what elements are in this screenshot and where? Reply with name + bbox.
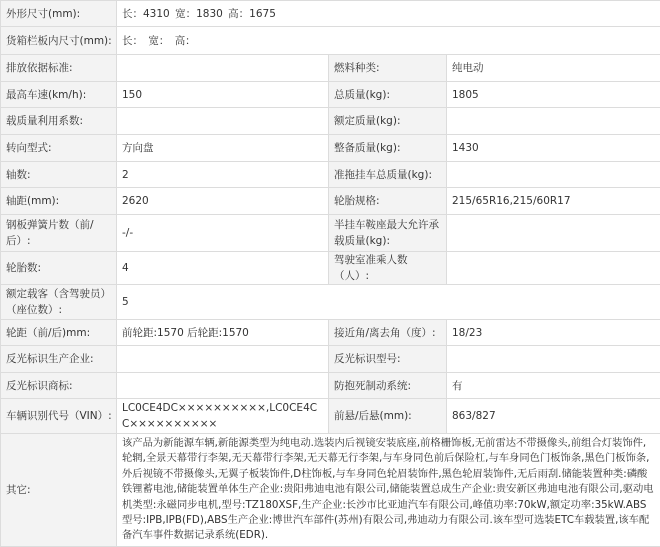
value-saddle-load [447, 215, 660, 252]
length-label: 长： [122, 8, 143, 20]
spec-row [1, 108, 660, 135]
spec-row [1, 162, 660, 188]
value-track-width: 前轮距:1570 后轮距:1570 [117, 320, 329, 346]
value-leaf-springs: -/- [117, 215, 329, 252]
label-fuel-type: 燃料种类: [329, 55, 447, 82]
value-curb-mass: 1430 [447, 135, 660, 162]
label-outer-dimensions: 外形尺寸(mm): [1, 1, 117, 27]
spec-row [1, 215, 660, 252]
value-wheelbase: 2620 [117, 188, 329, 215]
label-total-mass: 总质量(kg): [329, 82, 447, 108]
spec-row [1, 82, 660, 108]
length-value: 4310 [143, 8, 170, 20]
value-tire-count: 4 [117, 252, 329, 285]
spec-row [1, 188, 660, 215]
cargo-width-label: 宽： [148, 35, 169, 47]
label-reflective-model: 反光标识型号: [329, 346, 447, 373]
label-rated-mass: 额定质量(kg): [329, 108, 447, 135]
label-steering-type: 转向型式: [1, 135, 117, 162]
label-other: 其它: [1, 434, 117, 547]
label-cargo-dimensions: 货箱栏板内尺寸(mm): [1, 27, 117, 55]
label-load-utilization: 载质量利用系数: [1, 108, 117, 135]
label-overhang: 前悬/后悬(mm): [329, 399, 447, 434]
value-steering-type: 方向盘 [117, 135, 329, 162]
label-leaf-springs: 钢板弹簧片数（前/后）: [1, 215, 117, 252]
width-value: 1830 [196, 8, 223, 20]
row-rated-passengers [1, 285, 660, 320]
height-label: 高： [228, 8, 249, 20]
value-abs: 有 [447, 373, 660, 399]
value-reflective-model [447, 346, 660, 373]
value-other-notes: 该产品为新能源车辆,新能源类型为纯电动.选装内后视镜安装底座,前格栅饰板,无前雷达不带摄像头,前组合灯装饰件,轮辋,全景天幕带行李架,无天幕带行李架,无天幕无行李架,与车身同色前后保险杠,与车身同色门板饰条,黑色门板饰条,外后视镜不带摄像头,无翼子板装饰件,D柱饰板,与车身同色轮眉装饰件,黑色轮眉装饰件,无后雨刮.储能装置种类:磷酸铁锂蓄电池,储能装置单体生产企业:贵阳弗迪电池有限公司,储能装置总成生产企业:贵安新区弗迪电池有限公司,驱动电机类型:永磁同步电机,型号:TZ180XSF,生产企业:长沙市比亚迪汽车有限公司,峰值功率:70kW,额定功率:35kW.ABS型号:IPB,IPB(FD),ABS生产企业:博世汽车部件(苏州)有限公司,弗迪动力有限公司.该车型可选装ETC车载装置,该车配备汽车事件数据记录系统(EDR). [117, 434, 660, 547]
label-trailer-mass: 准拖挂车总质量(kg): [329, 162, 447, 188]
label-curb-mass: 整备质量(kg): [329, 135, 447, 162]
cargo-height-label: 高： [175, 35, 196, 47]
row-other [1, 434, 660, 547]
label-reflective-brand: 反光标识商标: [1, 373, 117, 399]
value-fuel-type: 纯电动 [447, 55, 660, 82]
value-outer-dimensions [117, 1, 660, 27]
value-cab-occupants [447, 252, 660, 285]
value-tire-spec: 215/65R16,215/60R17 [447, 188, 660, 215]
value-overhang: 863/827 [447, 399, 660, 434]
value-trailer-mass [447, 162, 660, 188]
label-tire-spec: 轮胎规格: [329, 188, 447, 215]
label-emission-standard: 排放依据标准: [1, 55, 117, 82]
label-tire-count: 轮胎数: [1, 252, 117, 285]
value-rated-mass [447, 108, 660, 135]
label-wheelbase: 轴距(mm): [1, 188, 117, 215]
row-cargo-dimensions [1, 27, 660, 55]
value-reflective-manufacturer [117, 346, 329, 373]
label-rated-passengers: 额定载客（含驾驶员）（座位数）: [1, 285, 117, 320]
row-outer-dimensions [1, 1, 660, 27]
value-rated-passengers: 5 [117, 285, 660, 320]
spec-row [1, 252, 660, 285]
value-approach-departure-angle: 18/23 [447, 320, 660, 346]
label-cab-occupants: 驾驶室准乘人数（人）: [329, 252, 447, 285]
label-axle-count: 轴数: [1, 162, 117, 188]
label-approach-departure-angle: 接近角/离去角（度）: [329, 320, 447, 346]
cargo-length-label: 长： [122, 35, 143, 47]
label-saddle-load: 半挂车鞍座最大允许承载质量(kg): [329, 215, 447, 252]
value-max-speed: 150 [117, 82, 329, 108]
value-cargo-dimensions [117, 27, 660, 55]
spec-row [1, 399, 660, 434]
label-abs: 防抱死制动系统: [329, 373, 447, 399]
height-value: 1675 [249, 8, 276, 20]
value-emission-standard [117, 55, 329, 82]
value-total-mass: 1805 [447, 82, 660, 108]
label-track-width: 轮距（前/后)mm: [1, 320, 117, 346]
value-reflective-brand [117, 373, 329, 399]
label-max-speed: 最高车速(km/h): [1, 82, 117, 108]
width-label: 宽： [175, 8, 196, 20]
value-load-utilization [117, 108, 329, 135]
spec-row [1, 320, 660, 346]
label-vin: 车辆识别代号（VIN）: [1, 399, 117, 434]
spec-row [1, 55, 660, 82]
value-vin: LC0CE4DC××××××××××,LC0CE4CC×××××××××× [117, 399, 329, 434]
label-reflective-manufacturer: 反光标识生产企业: [1, 346, 117, 373]
spec-row [1, 373, 660, 399]
spec-row [1, 346, 660, 373]
spec-row [1, 135, 660, 162]
value-axle-count: 2 [117, 162, 329, 188]
